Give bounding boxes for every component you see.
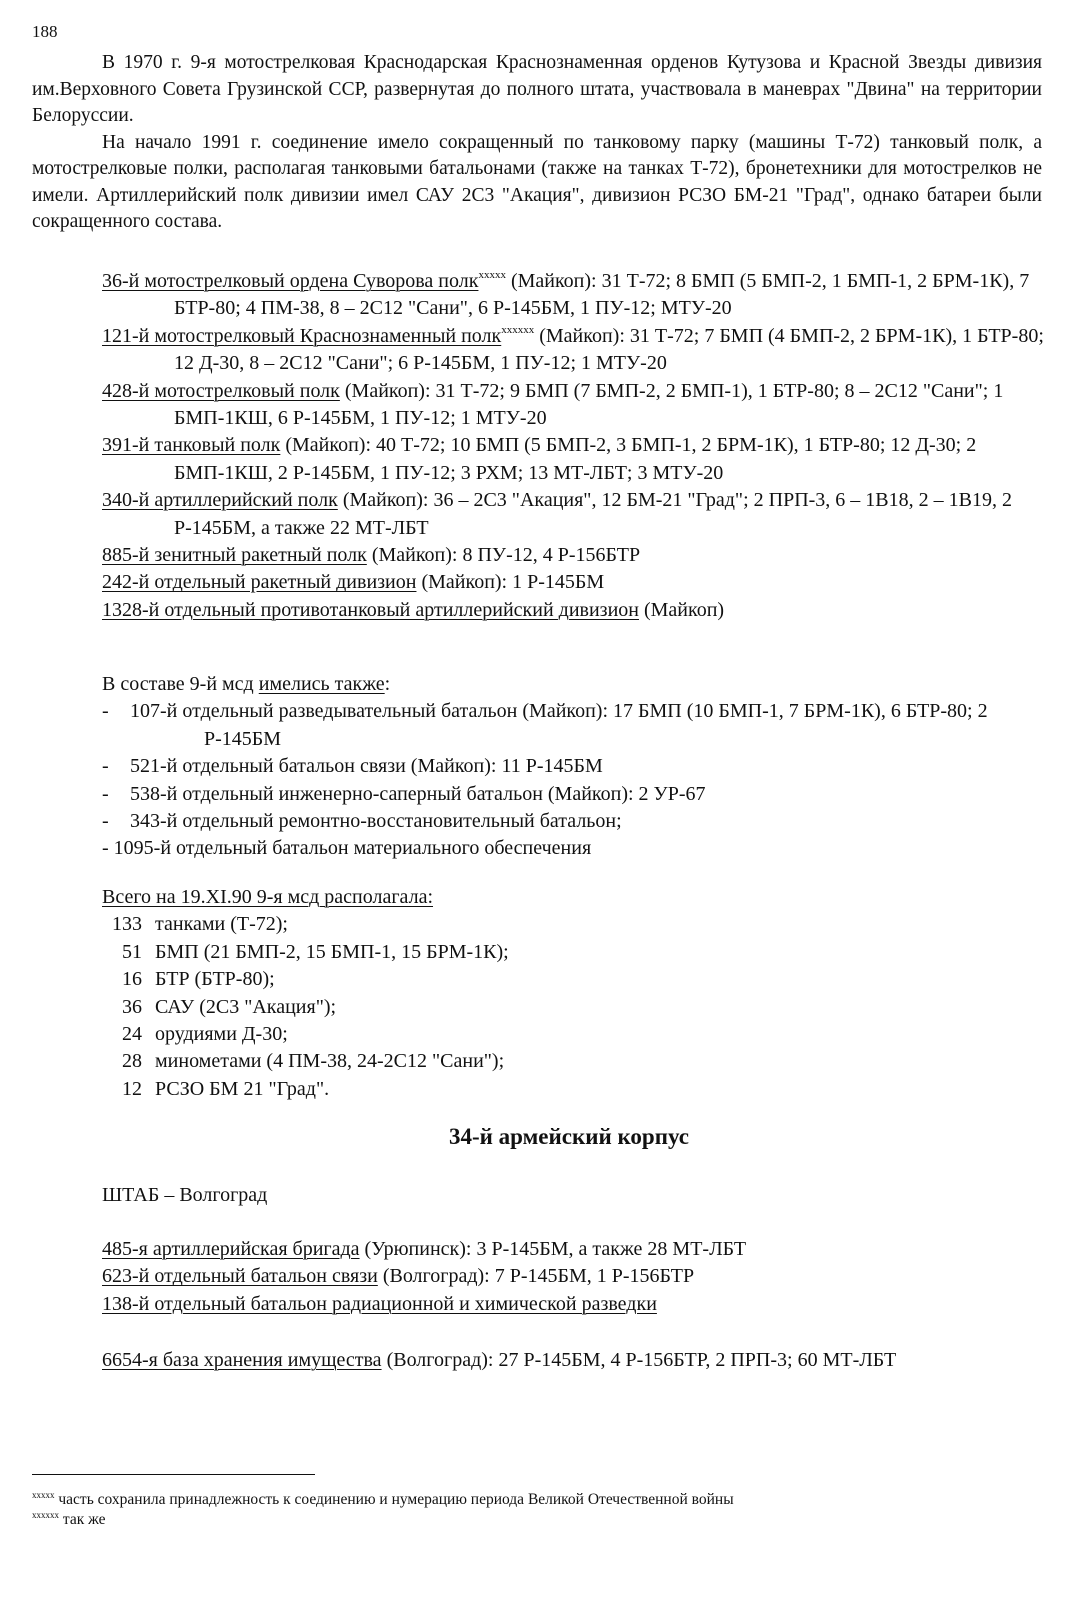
unit-entry bbox=[102, 432, 1052, 487]
unit-entry bbox=[102, 1291, 1052, 1318]
corps-units-list bbox=[102, 1236, 1052, 1318]
unit-entry bbox=[102, 597, 1052, 624]
unit-details: (Майкоп): 36 – 2С3 "Акация", 12 БМ-21 "Град"; 2 ПРП-3, 6 – 1В18, 2 – 1В19, 2 Р-145БМ, а также 22 МТ-ЛБТ bbox=[174, 489, 1012, 539]
intro-text bbox=[32, 50, 1042, 236]
footnote-marker: xxxxxx bbox=[501, 323, 535, 336]
unit-details: (Майкоп) bbox=[638, 598, 725, 621]
totals-row: 36 САУ (2С3 "Акация"); bbox=[122, 995, 337, 1018]
unit-name: 36-й мотострелковый ордена Суворова полк bbox=[102, 270, 479, 292]
division-units-list bbox=[102, 268, 1052, 624]
unit-name: 485-я артиллерийская бригада bbox=[102, 1238, 360, 1260]
intro-paragraph-1: В 1970 г. 9-я мотострелковая Краснодарская Краснознаменная орденов Кутузова и Красной Звезды дивизия им.Верховного Совета Грузинской ССР, развернутая до полного штата, участвовала в маневрах "Двина" на территории Белоруссии. bbox=[32, 52, 1042, 126]
unit-name: 138-й отдельный батальон радиационной и химической разведки bbox=[102, 1292, 657, 1315]
totals-row: 51 БМП (21 БМП-2, 15 БМП-1, 15 БРМ-1К); bbox=[122, 940, 509, 963]
unit-name: 885-й зенитный ракетный полк bbox=[102, 544, 367, 567]
list-item: - 1095-й отдельный батальон материального обеспечения bbox=[102, 837, 592, 860]
also-included-intro: В составе 9-й мсд имелись также: bbox=[102, 673, 391, 695]
unit-name: 121-й мотострелковый Краснознаменный полк bbox=[102, 324, 502, 347]
also-included-section bbox=[102, 671, 1052, 863]
unit-entry bbox=[102, 378, 1052, 433]
unit-entry bbox=[102, 542, 1052, 569]
footnote: $^{xxxxxx}$ так же bbox=[32, 1510, 106, 1528]
footnote-marker: xxxxx bbox=[478, 269, 506, 281]
unit-details: (Урюпинск): 3 Р-145БМ, а также 28 МТ-ЛБТ bbox=[359, 1238, 747, 1260]
unit-details: (Волгоград): 7 Р-145БМ, 1 Р-156БТР bbox=[377, 1265, 695, 1288]
unit-name: 391-й танковый полк bbox=[102, 434, 281, 457]
totals-section bbox=[102, 884, 1052, 1103]
list-item: - 107-й отдельный разведывательный батальон (Майкоп): 17 БМП (10 БМП-1, 7 БРМ-1К), 6 БТР-80; 2 Р-145БМ bbox=[102, 700, 988, 750]
storage-base bbox=[102, 1347, 1052, 1374]
list-item: - 521-й отдельный батальон связи (Майкоп): 11 Р-145БМ bbox=[102, 755, 603, 778]
page-number: 188 bbox=[32, 22, 58, 41]
unit-name: 1328-й отдельный противотанковый артиллерийский дивизион bbox=[102, 598, 639, 621]
totals-row: 28 минометами (4 ПМ-38, 24-2С12 "Сани"); bbox=[122, 1050, 505, 1073]
list-item: - 538-й отдельный инженерно-саперный батальон (Майкоп): 2 УР-67 bbox=[102, 782, 706, 805]
unit-name: 623-й отдельный батальон связи bbox=[102, 1265, 378, 1288]
unit-entry bbox=[102, 487, 1052, 542]
unit-details: (Майкоп): 8 ПУ-12, 4 Р-156БТР bbox=[366, 544, 641, 567]
section-heading: 34-й армейский корпус bbox=[449, 1124, 689, 1149]
unit-details: (Майкоп): 31 Т-72; 8 БМП (5 БМП-2, 1 БМП-1, 2 БРМ-1К), 7 БТР-80; 4 ПМ-38, 8 – 2С12 "Сани", 6 Р-145БМ, 1 ПУ-12; МТУ-20 bbox=[174, 270, 1030, 320]
unit-details: (Майкоп): 31 Т-72; 9 БМП (7 БМП-2, 2 БМП-1), 1 БТР-80; 8 – 2С12 "Сани"; 1 БМП-1КШ, 6 Р-145БМ, 1 ПУ-12; 1 МТУ-20 bbox=[174, 379, 1004, 430]
unit-name: 6654-я база хранения имущества bbox=[102, 1349, 382, 1371]
unit-details: (Майкоп): 1 Р-145БМ bbox=[416, 571, 605, 594]
totals-row: 24 орудиями Д-30; bbox=[122, 1023, 288, 1046]
unit-name: 242-й отдельный ракетный дивизион bbox=[102, 571, 417, 594]
totals-row: 12 РСЗО БМ 21 "Град". bbox=[122, 1077, 330, 1100]
unit-details: (Волгоград): 27 Р-145БМ, 4 Р-156БТР, 2 ПРП-3; 60 МТ-ЛБТ bbox=[381, 1349, 897, 1371]
unit-entry bbox=[102, 569, 1052, 596]
list-item: - 343-й отдельный ремонтно-восстановительный батальон; bbox=[102, 810, 622, 833]
totals-title: Всего на 19.XI.90 9-я мсд располагала: bbox=[102, 886, 434, 908]
unit-entry bbox=[102, 323, 1052, 378]
corps-hq bbox=[102, 1182, 1052, 1209]
unit-details: (Майкоп): 40 Т-72; 10 БМП (5 БМП-2, 3 БМП-1, 2 БРМ-1К), 1 БТР-80; 12 Д-30; 2 БМП-1КШ, 2 Р-145БМ, 1 ПУ-12; 3 РХМ; 13 МТ-ЛБТ; 3 МТУ-20 bbox=[174, 434, 977, 484]
footnote-separator bbox=[32, 1474, 315, 1475]
unit-details: (Майкоп): 31 Т-72; 7 БМП (4 БМП-2, 2 БРМ-1К), 1 БТР-80; 12 Д-30, 8 – 2С12 "Сани"; 6 Р-145БМ, 1 ПУ-12; 1 МТУ-20 bbox=[174, 324, 1044, 375]
hq-line: ШТАБ – Волгоград bbox=[102, 1184, 268, 1206]
totals-row: 16 БТР (БТР-80); bbox=[122, 968, 275, 991]
unit-name: 428-й мотострелковый полк bbox=[102, 379, 340, 402]
unit-entry bbox=[102, 1347, 1052, 1374]
unit-entry bbox=[102, 1236, 1052, 1263]
intro-paragraph-2: На начало 1991 г. соединение имело сокращенный по танковому парку (машины Т-72) танковый полк, а мотострелковые полки, располагая танковыми батальонами (также на танках Т-72), бронетехники для мотострелков не имели. Артиллерийский полк дивизии имел САУ 2С3 "Акация", дивизион РСЗО БМ-21 "Град", однако батареи были сокращенного состава. bbox=[32, 131, 1042, 232]
totals-row: 133 танками (Т-72); bbox=[112, 913, 288, 936]
unit-name: 340-й артиллерийский полк bbox=[102, 489, 338, 512]
footnotes bbox=[32, 1490, 1042, 1530]
footnote: $^{xxxxx}$ часть сохранила принадлежность к соединению и нумерацию периода Великой Отечественной войны bbox=[32, 1490, 734, 1508]
unit-entry bbox=[102, 268, 1052, 323]
unit-entry bbox=[102, 1263, 1052, 1290]
